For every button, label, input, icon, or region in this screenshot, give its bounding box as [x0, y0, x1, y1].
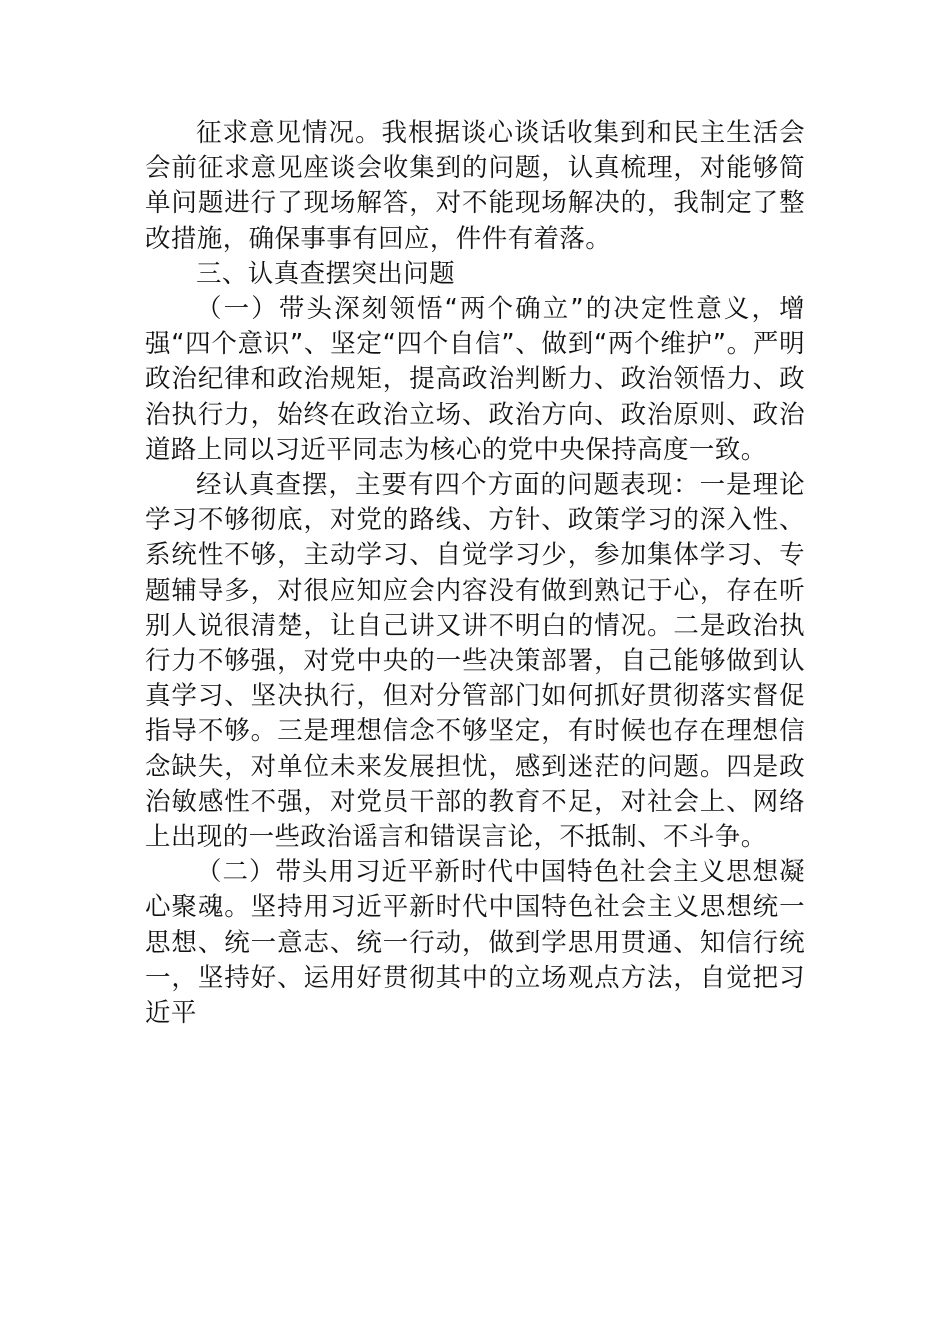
paragraph-opinion-collection: 征求意见情况。我根据谈心谈话收集到和民主生活会会前征求意见座谈会收集到的问题，认真梳理，对能够简单问题进行了现场解答，对不能现场解决的，我制定了整改措施，确保事事有回应，件件有着落。	[145, 118, 805, 254]
paragraph-problem-list: 经认真查摆，主要有四个方面的问题表现：一是理论学习不够彻底，对党的路线、方针、政策学习的深入性、系统性不够，主动学习、自觉学习少，参加集体学习、专题辅导多，对很应知应会内容没有做到熟记于心，存在听别人说很清楚，让自己讲又讲不明白的情况。二是政治执行力不够强，对党中央的一些决策部署，自己能够做到认真学习、坚决执行，但对分管部门如何抓好贯彻落实督促指导不够。三是理想信念不够坚定，有时候也存在理想信念缺失，对单位未来发展担忧，感到迷茫的问题。四是政治敏感性不强，对党员干部的教育不足，对社会上、网络上出现的一些政治谣言和错误言论，不抵制、不斗争。	[145, 470, 805, 853]
paragraph-subsection-one: （一）带头深刻领悟“两个确立”的决定性意义，增强“四个意识”、坚定“四个自信”、做到“两个维护”。严明政治纪律和政治规矩，提高政治判断力、政治领悟力、政治执行力，始终在政治立场、政治方向、政治原则、政治道路上同以习近平同志为核心的党中央保持高度一致。	[145, 294, 805, 465]
section-heading-problems: 三、认真查摆突出问题	[196, 258, 456, 289]
document-body	[145, 116, 805, 1031]
paragraph-subsection-two: （二）带头用习近平新时代中国特色社会主义思想凝心聚魂。坚持用习近平新时代中国特色社会主义思想统一思想、统一意志、统一行动，做到学思用贯通、知信行统一，坚持好、运用好贯彻其中的立场观点方法，自觉把习近平	[145, 857, 805, 1029]
